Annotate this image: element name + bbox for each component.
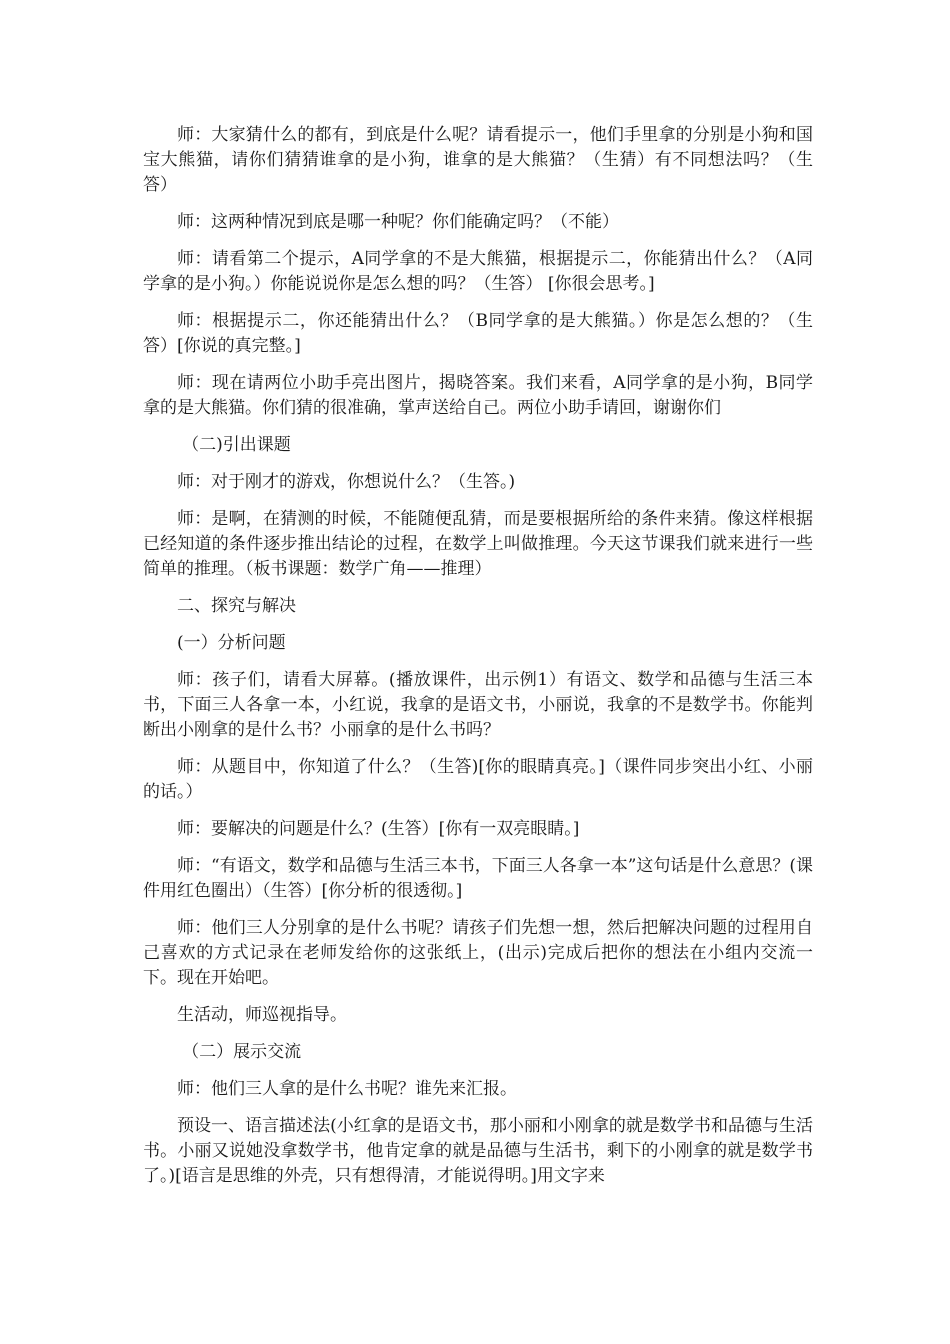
section-heading: 二、探究与解决 [177,596,296,616]
paragraph: 师：大家猜什么的都有，到底是什么呢？请看提示一，他们手里拿的分别是小狗和国宝大熊猫，请你们猜猜谁拿的是小狗，谁拿的是大熊猫？（生猜）有不同想法吗？（生答） [143,125,813,195]
section-heading: (一）分析问题 [177,633,286,653]
paragraph: 师：孩子们，请看大屏幕。(播放课件，出示例1）有语文、数学和品德与生活三本书，下面三人各拿一本，小红说，我拿的是语文书，小丽说，我拿的不是数学书。你能判断出小刚拿的是什么书？小丽拿的是什么书吗？ [143,670,813,740]
paragraph: 师：这两种情况到底是哪一种呢？你们能确定吗？（不能） [177,212,619,232]
paragraph: 生活动，师巡视指导。 [177,1005,347,1025]
paragraph: 师：要解决的问题是什么？(生答）[你有一双亮眼睛。] [177,819,580,839]
paragraph: 师：他们三人分别拿的是什么书呢？请孩子们先想一想，然后把解决问题的过程用自己喜欢的方式记录在老师发给你的这张纸上，(出示)完成后把你的想法在小组内交流一下。现在开始吧。 [143,918,813,988]
section-heading: （二)引出课题 [182,435,291,455]
paragraph: 师：“有语文，数学和品德与生活三本书，下面三人各拿一本”这句话是什么意思？(课件用红色圈出）（生答）[你分析的很透彻。] [143,856,814,901]
paragraph: 师：对于刚才的游戏，你想说什么？（生答。) [177,472,516,492]
paragraph: 师：是啊，在猜测的时候，不能随便乱猜，而是要根据所给的条件来猜。像这样根据已经知道的条件逐步推出结论的过程，在数学上叫做推理。今天这节课我们就来进行一些简单的推理。（板书课题：数学广角——推理） [143,509,813,579]
paragraph: 师：根据提示二，你还能猜出什么？（B同学拿的是大熊猫。）你是怎么想的？（生答）[你说的真完整。] [143,311,813,356]
paragraph: 预设一、语言描述法(小红拿的是语文书，那小丽和小刚拿的就是数学书和品德与生活书。小丽又说她没拿数学书，他肯定拿的就是品德与生活书，剩下的小刚拿的就是数学书了。)[语言是思维的外壳，只有想得清，才能说得明。]用文字来 [143,1116,813,1186]
paragraph: 师：现在请两位小助手亮出图片，揭晓答案。我们来看，A同学拿的是小狗，B同学拿的是大熊猫。你们猜的很准确，掌声送给自己。两位小助手请回，谢谢你们 [143,373,813,418]
section-heading: （二）展示交流 [182,1042,302,1062]
paragraph: 师：从题目中，你知道了什么？（生答)[你的眼睛真亮。]（课件同步突出小红、小丽的话。） [143,757,813,802]
paragraph: 师：请看第二个提示，A同学拿的不是大熊猫，根据提示二，你能猜出什么？（A同学拿的是小狗。）你能说说你是怎么想的吗？（生答） [你很会思考。] [143,249,813,294]
document-page [143,123,813,1201]
paragraph: 师：他们三人拿的是什么书呢？谁先来汇报。 [177,1079,517,1099]
